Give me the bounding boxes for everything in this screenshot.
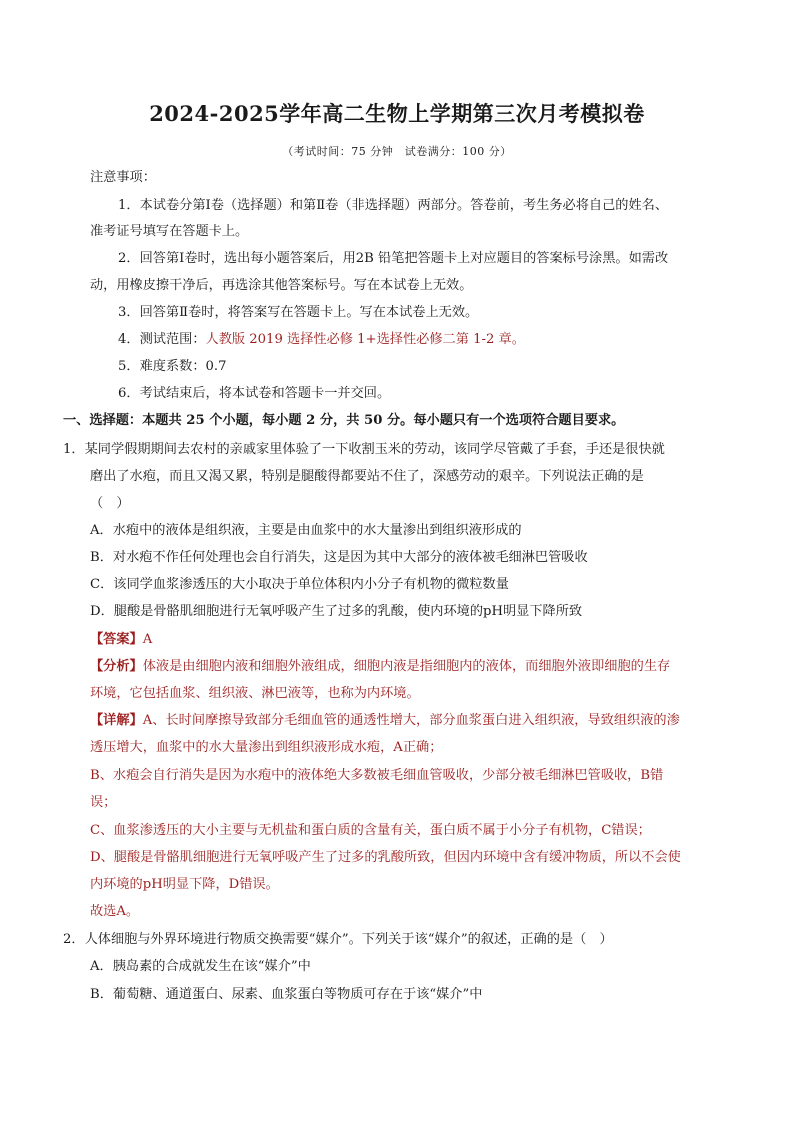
q1-option-c: C．该同学血浆渗透压的大小取决于单位体积内小分子有机物的微粒数量 (90, 577, 509, 592)
q1-conclusion: 故选A。 (90, 904, 140, 919)
note-item-1-cont: 准考证号填写在答题卡上。 (90, 224, 249, 239)
notes-heading: 注意事项： (90, 170, 156, 185)
q1-stem-line-3: （ ） (90, 496, 130, 511)
note-item-1: 1．本试卷分第Ⅰ卷（选择题）和第Ⅱ卷（非选择题）两部分。答卷前，考生务必将自己的姓名、 (118, 198, 669, 213)
section-heading: 一、选择题：本题共 25 个小题，每小题 2 分，共 50 分。每小题只有一个选项符合题目要求。 (63, 413, 625, 428)
q1-answer (90, 631, 152, 649)
q1-analysis-line-2: 环境，它包括血浆、组织液、淋巴液等，也称为内环境。 (90, 686, 420, 701)
note-item-5: 5．难度系数：0.7 (118, 359, 227, 374)
q2-stem: 2．人体细胞与外界环境进行物质交换需要“媒介”。下列关于该“媒介”的叙述，正确的是（ ） (63, 932, 613, 947)
answer-value: A (142, 632, 153, 647)
note-item-2: 2．回答第Ⅰ卷时，选出每小题答案后，用2B 铅笔把答题卡上对应题目的答案标号涂黑。如需改 (118, 251, 669, 266)
note-item-4 (118, 331, 525, 349)
page-title: 2024-2025学年高二生物上学期第三次月考模拟卷 (149, 101, 645, 126)
analysis-text-1: 体液是由细胞内液和细胞外液组成，细胞内液是指细胞内的液体，而细胞外液即细胞的生存 (142, 659, 671, 674)
q2-option-b: B．葡萄糖、通道蛋白、尿素、血浆蛋白等物质可存在于该“媒介”中 (90, 987, 483, 1002)
q1-detail-line-5: C、血浆渗透压的大小主要与无机盐和蛋白质的含量有关，蛋白质不属于小分子有机物，C错误； (90, 823, 651, 838)
q1-detail-line-2: 透压增大，血浆中的水大量渗出到组织液形成水疱，A正确； (90, 740, 443, 755)
q1-detail-line-1 (90, 712, 680, 730)
q1-option-a: A．水疱中的液体是组织液，主要是由血浆中的水大量渗出到组织液形成的 (90, 523, 522, 538)
detail-tag: 【详解】 (90, 713, 143, 728)
note-item-2-cont: 动，用橡皮擦干净后，再选涂其他答案标号。写在本试卷上无效。 (90, 278, 473, 293)
q2-option-a: A．胰岛素的合成就发生在该“媒介”中 (90, 959, 311, 974)
answer-tag: 【答案】 (90, 632, 143, 647)
note-item-4-scope: 人教版 2019 选择性必修 1+选择性必修二第 1-2 章。 (205, 332, 525, 347)
detail-text-1: A、长时间摩擦导致部分毛细血管的通透性增大，部分血浆蛋白进入组织液，导致组织液的渗 (142, 713, 680, 728)
q1-detail-line-6: D、腿酸是骨骼肌细胞进行无氧呼吸产生了过多的乳酸所致，但因内环境中含有缓冲物质，所以不会使 (90, 850, 681, 865)
q1-analysis-line-1 (90, 658, 670, 676)
note-item-6: 6．考试结束后，将本试卷和答题卡一并交回。 (118, 386, 391, 401)
q1-stem-line-1: 1．某同学假期期间去农村的亲戚家里体验了一下收割玉米的劳动，该同学尽管戴了手套，手还是很快就 (63, 442, 665, 457)
q1-option-d: D．腿酸是骨骼肌细胞进行无氧呼吸产生了过多的乳酸，使内环境的pH明显下降所致 (90, 604, 583, 619)
note-item-4-label: 4．测试范围： (118, 332, 206, 347)
note-item-3: 3．回答第Ⅱ卷时，将答案写在答题卡上。写在本试卷上无效。 (118, 305, 479, 320)
q1-detail-line-3: B、水疱会自行消失是因为水疱中的液体绝大多数被毛细血管吸收，少部分被毛细淋巴管吸收，B错 (90, 768, 664, 783)
q1-detail-line-4: 误； (90, 795, 117, 810)
analysis-tag: 【分析】 (90, 659, 143, 674)
q1-option-b: B．对水疱不作任何处理也会自行消失，这是因为其中大部分的液体被毛细淋巴管吸收 (90, 550, 588, 565)
exam-info: （考试时间：75 分钟 试卷满分：100 分） (282, 145, 512, 158)
q1-detail-line-7: 内环境的pH明显下降，D错误。 (90, 877, 279, 892)
q1-stem-line-2: 磨出了水疱，而且又渴又累，特别是腿酸得都要站不住了，深感劳动的艰辛。下列说法正确的是 (90, 469, 644, 484)
